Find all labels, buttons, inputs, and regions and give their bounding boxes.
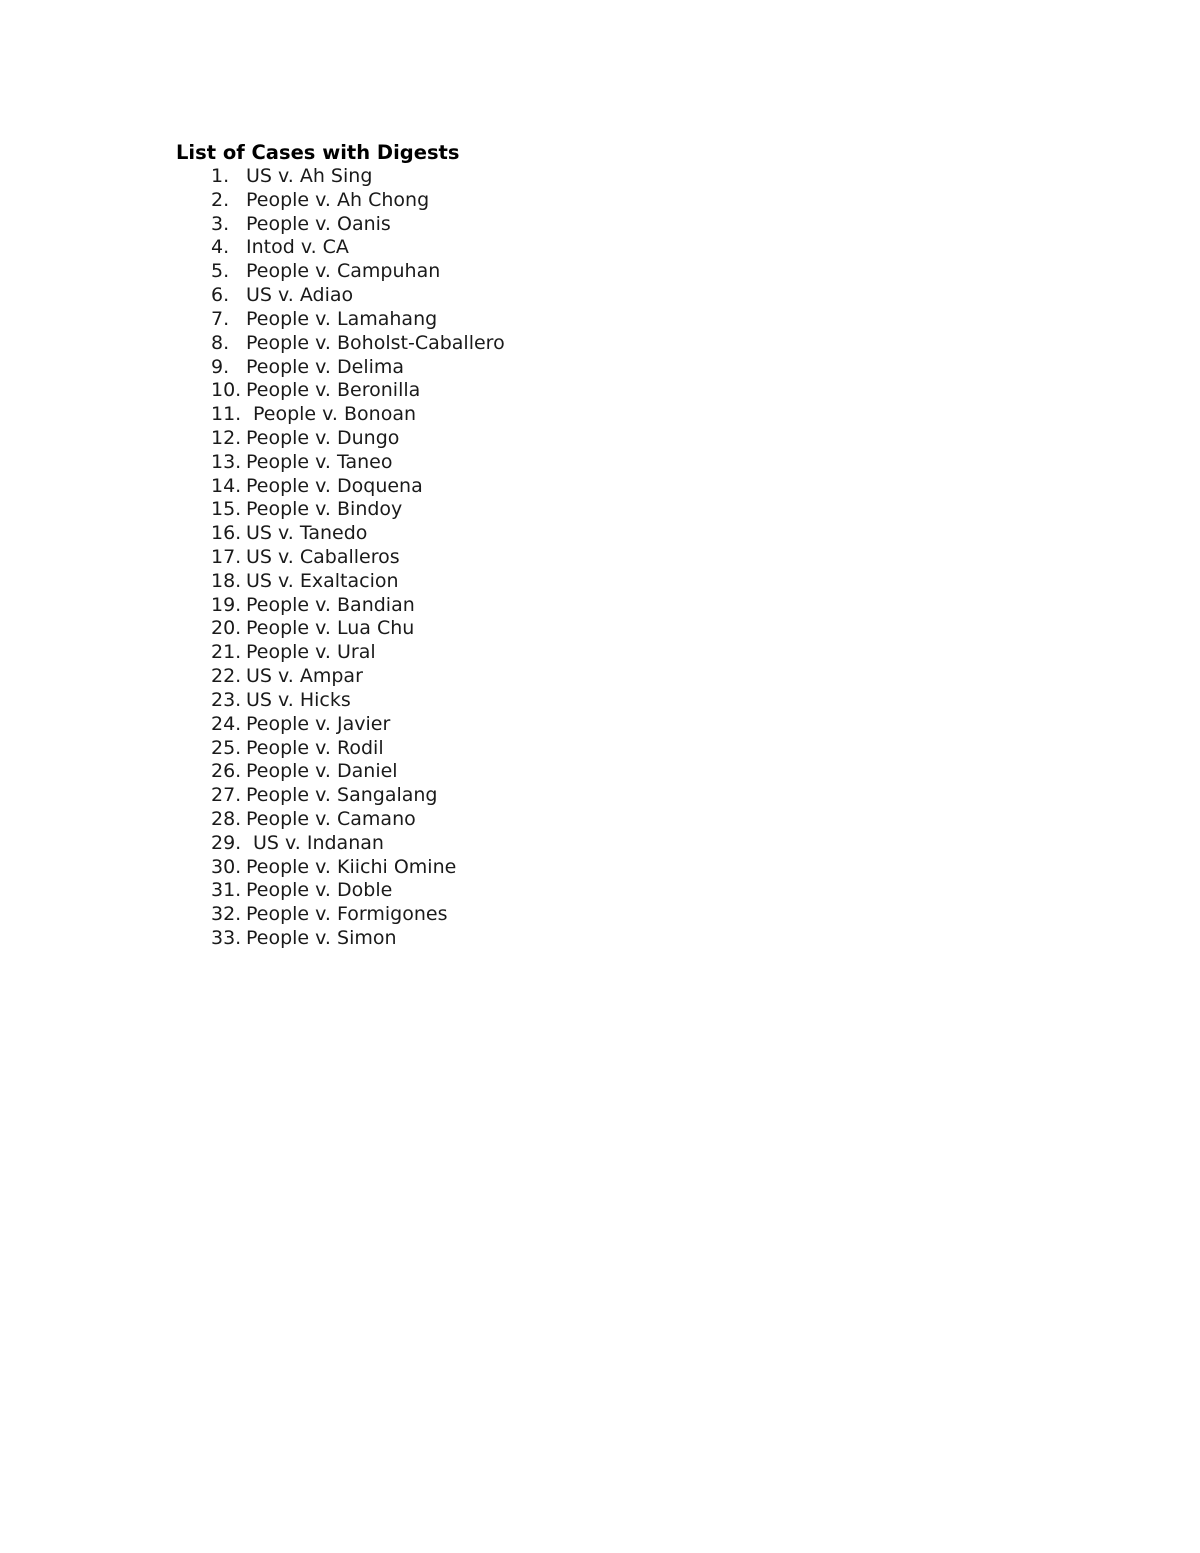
case-number: 2. bbox=[211, 188, 230, 211]
case-name: People v. Doble bbox=[246, 879, 393, 902]
case-name: People v. Doquena bbox=[246, 474, 423, 497]
case-name: People v. Beronilla bbox=[246, 379, 421, 402]
case-name: People v. Boholst-Caballero bbox=[246, 331, 505, 354]
case-number: 18. bbox=[211, 569, 242, 592]
case-name: People v. Bindoy bbox=[246, 498, 403, 521]
case-name: US v. Adiao bbox=[246, 284, 354, 307]
case-name: People v. Ah Chong bbox=[246, 188, 430, 211]
case-name: People v. Delima bbox=[246, 355, 405, 378]
case-name: People v. Lamahang bbox=[246, 307, 438, 330]
case-name: People v. Ural bbox=[246, 641, 376, 664]
case-name: Intod v. CA bbox=[246, 236, 349, 259]
case-number: 13. bbox=[211, 450, 242, 473]
case-number: 29. bbox=[211, 831, 242, 854]
case-number: 11. bbox=[211, 403, 242, 426]
case-number: 20. bbox=[211, 617, 242, 640]
case-name: People v. Bandian bbox=[246, 593, 415, 616]
case-name: People v. Daniel bbox=[246, 760, 398, 783]
case-number: 9. bbox=[211, 355, 230, 378]
case-number: 31. bbox=[211, 879, 242, 902]
case-name: People v. Oanis bbox=[246, 212, 391, 235]
case-number: 7. bbox=[211, 307, 230, 330]
case-name: US v. Exaltacion bbox=[246, 569, 399, 592]
case-number: 16. bbox=[211, 522, 242, 545]
case-number: 22. bbox=[211, 665, 242, 688]
case-name: People v. Javier bbox=[246, 712, 391, 735]
case-number: 3. bbox=[211, 212, 230, 235]
case-number: 4. bbox=[211, 236, 230, 259]
case-name: US v. Hicks bbox=[246, 688, 351, 711]
case-name: People v. Sangalang bbox=[246, 784, 438, 807]
case-number: 17. bbox=[211, 546, 242, 568]
case-number: 12. bbox=[211, 426, 242, 449]
case-name: People v. Dungo bbox=[246, 426, 400, 449]
case-number: 33. bbox=[211, 927, 242, 949]
case-name: People v. Simon bbox=[246, 927, 397, 949]
case-number: 21. bbox=[211, 641, 242, 664]
case-number: 27. bbox=[211, 784, 242, 807]
case-number: 10. bbox=[211, 379, 242, 402]
case-name: People v. Campuhan bbox=[246, 260, 441, 283]
case-name: People v. Formigones bbox=[246, 903, 448, 926]
case-name: US v. Caballeros bbox=[246, 546, 400, 568]
case-number: 8. bbox=[211, 331, 230, 354]
case-name: People v. Bonoan bbox=[253, 403, 417, 426]
case-number: 14. bbox=[211, 474, 242, 497]
case-number: 32. bbox=[211, 903, 242, 926]
case-number: 25. bbox=[211, 736, 242, 759]
case-name: People v. Camano bbox=[246, 807, 416, 830]
case-name: US v. Tanedo bbox=[246, 522, 368, 545]
case-name: People v. Lua Chu bbox=[246, 617, 415, 640]
case-name: US v. Ah Sing bbox=[246, 165, 373, 187]
case-number: 5. bbox=[211, 260, 230, 283]
case-number: 1. bbox=[211, 165, 230, 187]
case-number: 6. bbox=[211, 284, 230, 307]
case-number: 26. bbox=[211, 760, 242, 783]
case-number: 19. bbox=[211, 593, 242, 616]
case-name: People v. Kiichi Omine bbox=[246, 855, 457, 878]
document-title: List of Cases with Digests bbox=[176, 141, 460, 164]
case-number: 28. bbox=[211, 807, 242, 830]
case-name: People v. Taneo bbox=[246, 450, 393, 473]
case-name: US v. Ampar bbox=[246, 665, 363, 688]
case-name: US v. Indanan bbox=[253, 831, 384, 854]
case-name: People v. Rodil bbox=[246, 736, 384, 759]
case-number: 15. bbox=[211, 498, 242, 521]
case-number: 30. bbox=[211, 855, 242, 878]
case-number: 23. bbox=[211, 688, 242, 711]
case-number: 24. bbox=[211, 712, 242, 735]
